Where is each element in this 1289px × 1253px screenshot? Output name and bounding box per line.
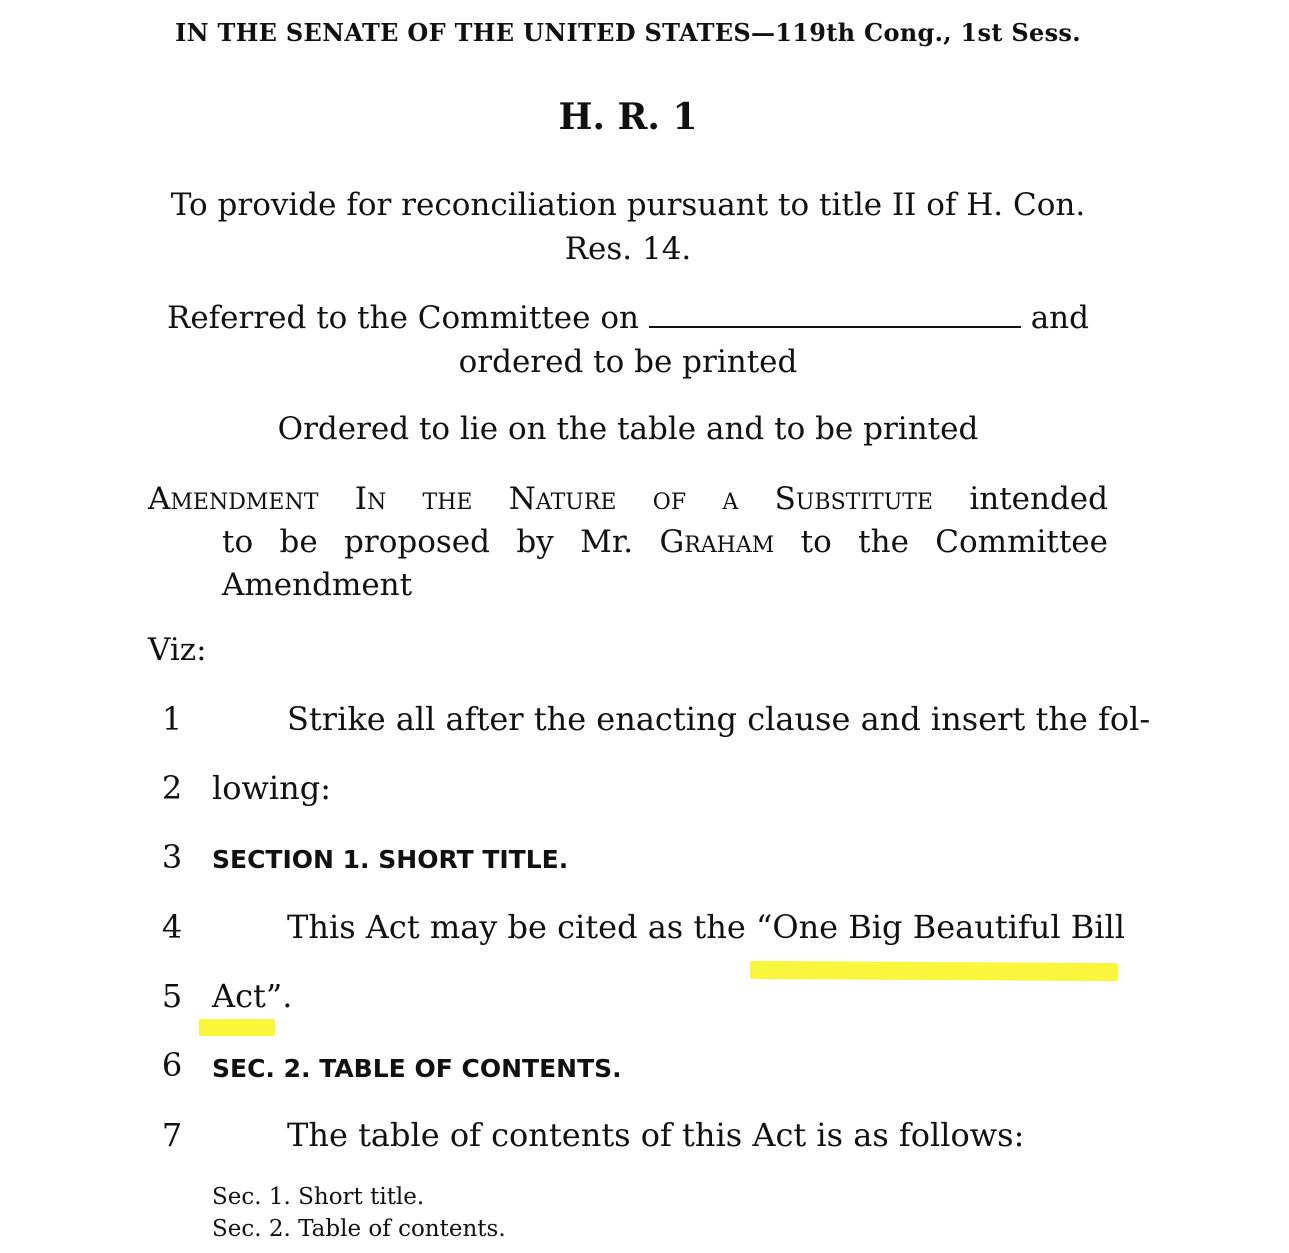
purpose-line-1: To provide for reconciliation pursuant to title II of H. Con. [170, 187, 1086, 223]
line-number: 4 [161, 908, 183, 946]
highlight-mark-1 [750, 961, 1118, 981]
referral-statement [0, 296, 1256, 384]
section-heading: SECTION 1. SHORT TITLE. [212, 845, 569, 874]
line-number: 1 [161, 700, 183, 738]
congress-header: IN THE SENATE OF THE UNITED STATES—119th Cong., 1st Sess. [175, 18, 1081, 47]
amendment-title-2: intended [969, 481, 1108, 517]
amendment-line-2-suffix: to the Committee [800, 524, 1108, 560]
line-number: 7 [161, 1116, 183, 1154]
ordered-statement: Ordered to lie on the table and to be printed [277, 411, 979, 447]
viz-label: Viz: [148, 632, 207, 668]
purpose-line-2: Res. 14. [564, 231, 692, 267]
short-title-period: . [282, 977, 293, 1015]
section-heading: SEC. 2. TABLE OF CONTENTS. [212, 1054, 622, 1083]
committee-blank-line [649, 302, 1021, 328]
toc-entry: Sec. 2. Table of contents. [212, 1216, 506, 1242]
amendment-description [148, 478, 1108, 607]
referral-line-2: ordered to be printed [458, 344, 798, 380]
bill-purpose [0, 183, 1256, 271]
line-number: 5 [161, 977, 183, 1015]
sponsor-name: Graham [659, 524, 775, 560]
line-text [287, 908, 1125, 946]
short-title-quote: “One Big Beautiful Bill [755, 908, 1125, 946]
bill-number: H. R. 1 [558, 96, 698, 138]
line-text: lowing: [212, 769, 331, 807]
referral-suffix: and [1030, 300, 1089, 336]
short-title-intro: This Act may be cited as the [287, 908, 746, 946]
line-number: 2 [161, 769, 183, 807]
line-text: The table of contents of this Act is as follows: [287, 1116, 1025, 1154]
amendment-title: Amendment In the Nature of a Substitute [148, 481, 933, 517]
line-text: Strike all after the enacting clause and insert the fol- [287, 700, 1151, 738]
line-number: 3 [161, 838, 183, 876]
line-number: 6 [161, 1046, 183, 1084]
amendment-line-3: Amendment [222, 567, 413, 603]
line-text [212, 977, 292, 1015]
short-title-end: Act” [212, 977, 283, 1015]
toc-entry: Sec. 1. Short title. [212, 1184, 425, 1210]
highlight-mark-2 [199, 1019, 275, 1036]
referral-prefix: Referred to the Committee on [167, 300, 639, 336]
amendment-line-2-prefix: to be proposed by Mr. [222, 524, 634, 560]
